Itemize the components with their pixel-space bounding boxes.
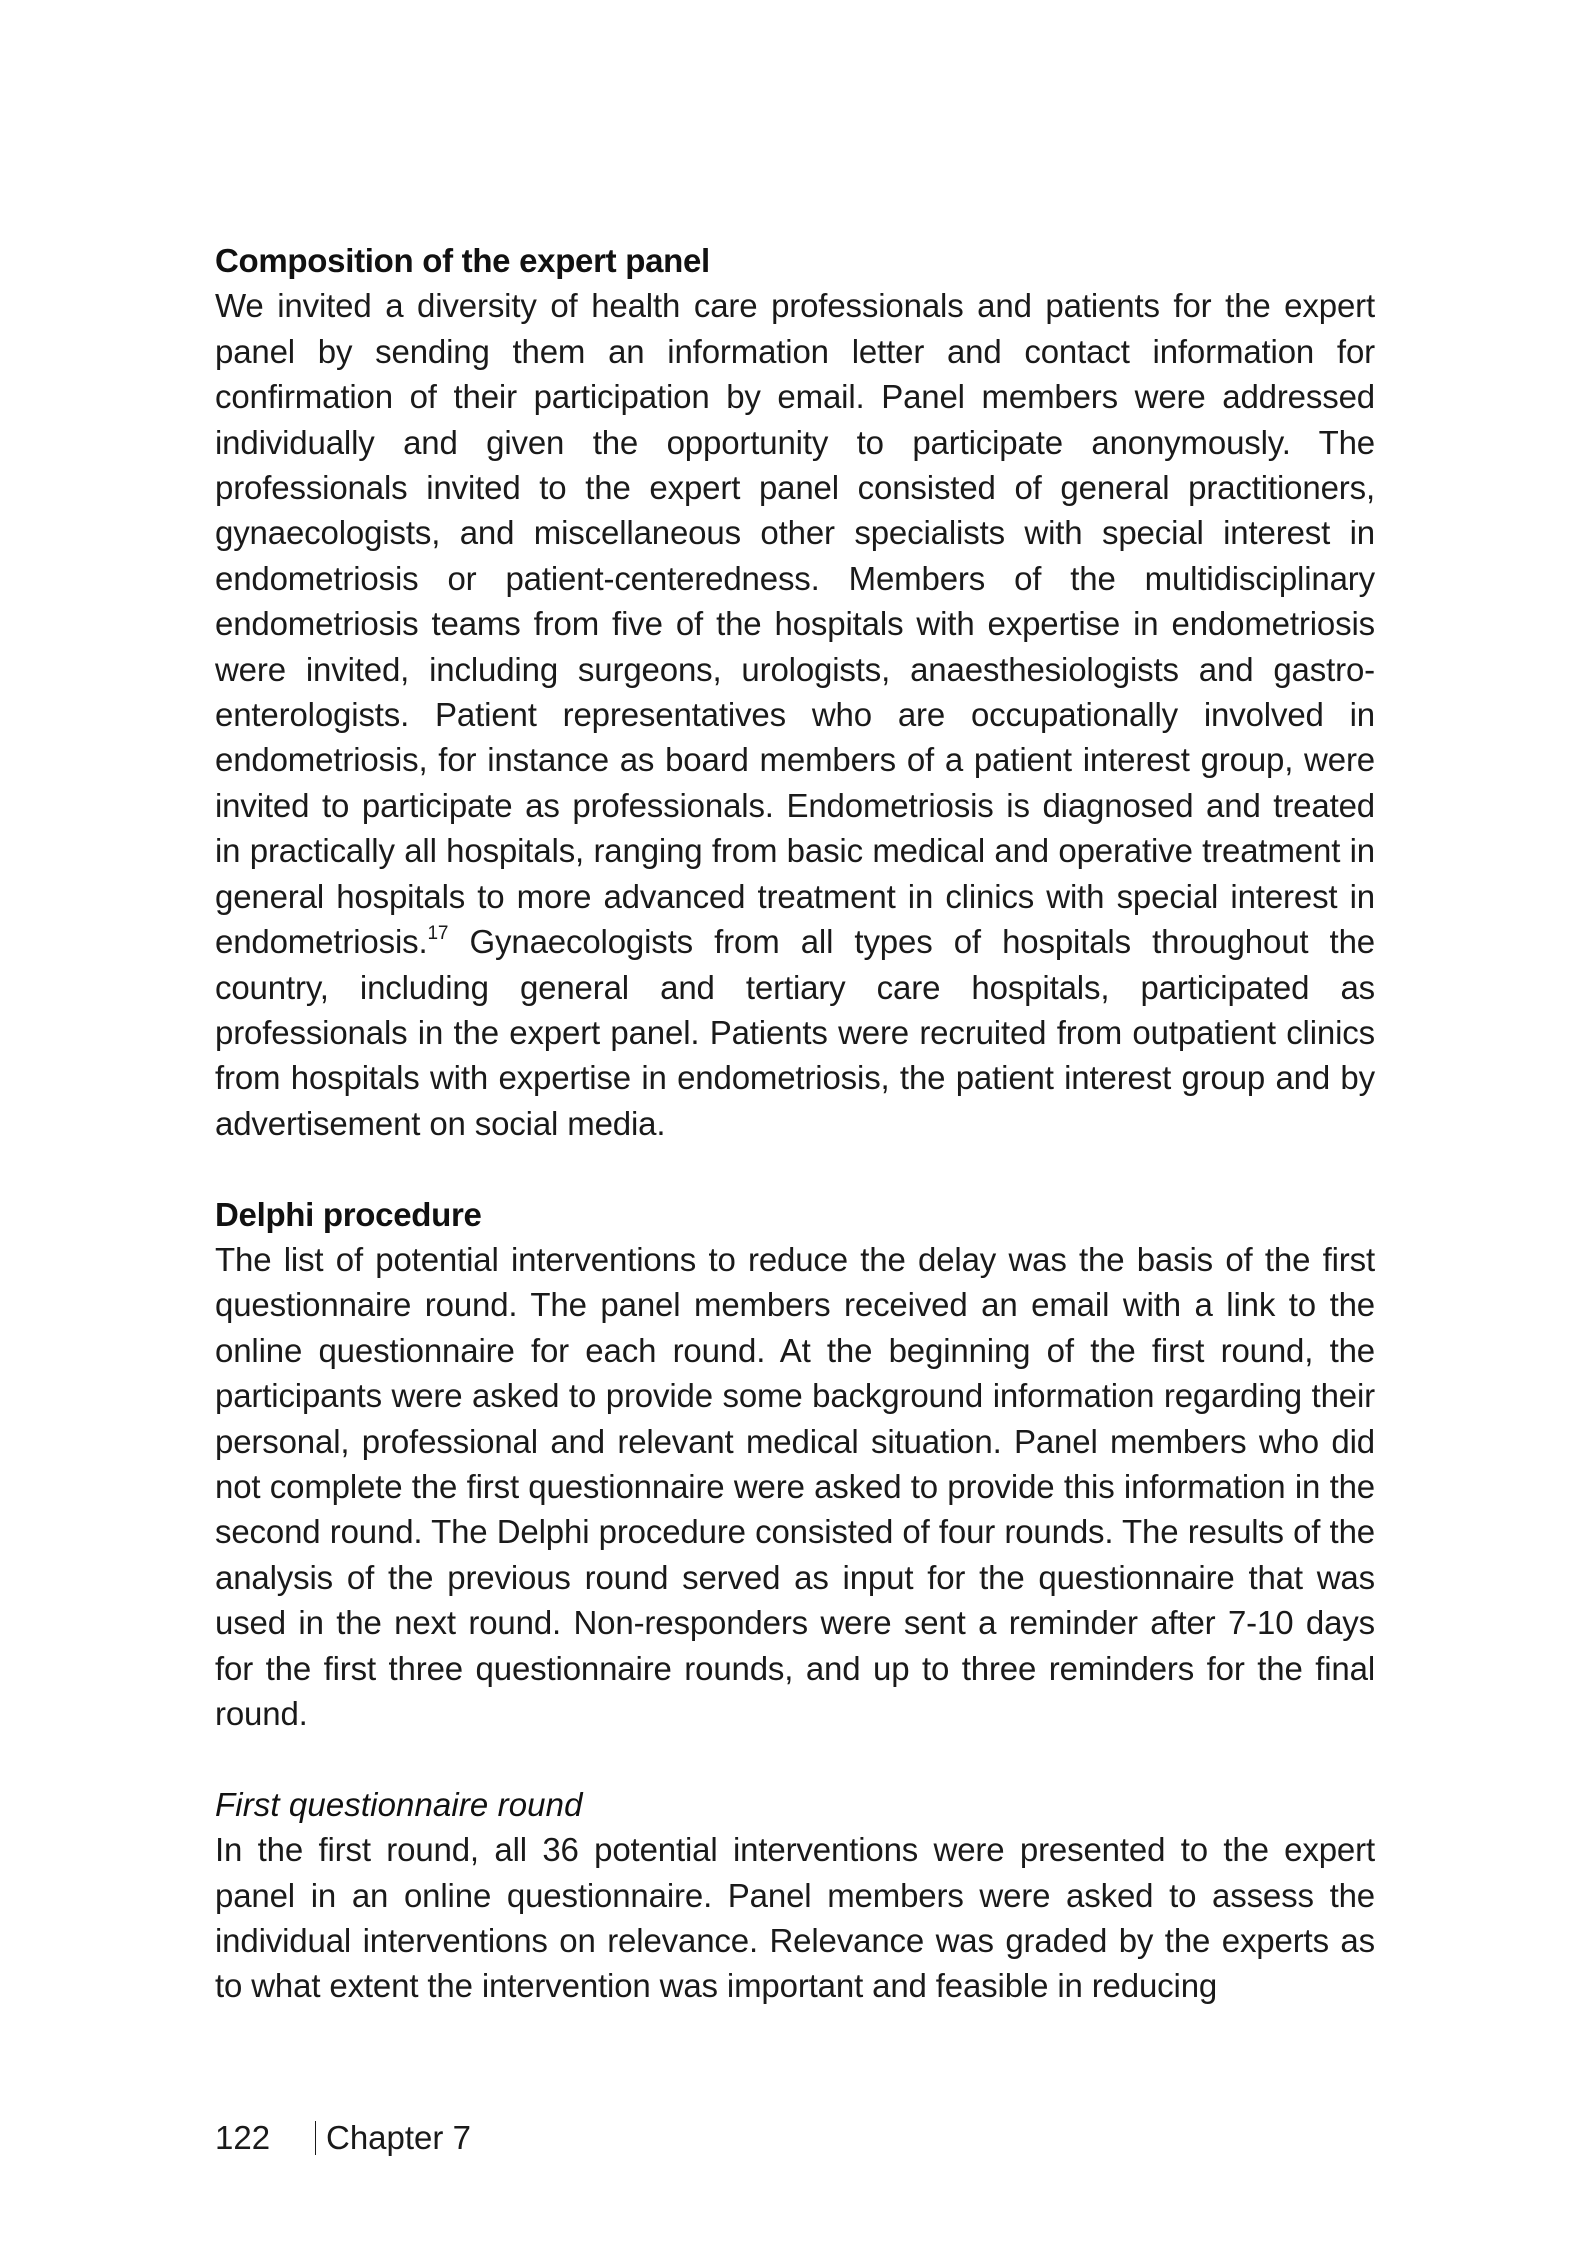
chapter-label: Chapter 7 bbox=[326, 2119, 471, 2156]
page-body bbox=[215, 238, 1375, 2054]
reference-superscript: 17 bbox=[427, 923, 449, 945]
page-footer bbox=[215, 2115, 471, 2160]
section-composition bbox=[215, 238, 1375, 1146]
section-heading: Composition of the expert panel bbox=[215, 242, 710, 279]
page-number: 122 bbox=[215, 2119, 271, 2156]
section-heading: Delphi procedure bbox=[215, 1195, 482, 1233]
section-paragraph: In the first round, all 36 potential interventions were presented to the expert panel in an online questionnaire. Panel members were asked to assess the individual interventions on relevance. Relevance was graded by the experts as to what extent the intervention was important and feasible in reducing bbox=[215, 1831, 1375, 2005]
section-first-round bbox=[215, 1782, 1375, 2009]
section-delphi-procedure bbox=[215, 1192, 1375, 1737]
section-paragraph: The list of potential interventions to reduce the delay was the basis of the first questionnaire round. The panel members received an email with a link to the online questionnaire for each round. At the beginning of the first round, the participants were asked to provide some background information regarding their personal, professional and relevant medical situation. Panel members who did not complete the first questionnaire were asked to provide this information in the second round. The Delphi procedure consisted of four rounds. The results of the analysis of the previous round served as input for the questionnaire that was used in the next round. Non-responders were sent a reminder after 7-10 days for the first three questionnaire rounds, and up to three reminders for the final round. bbox=[215, 1240, 1375, 1732]
subsection-heading: First questionnaire round bbox=[215, 1785, 583, 1823]
paragraph-text: We invited a diversity of health care professionals and patients for the expert panel by sending them an information letter and contact information for confirmation of their participation by email. Panel members were addressed individually and given the opportunity to participate anonymously. The professionals invited to the expert panel consisted of general practitioners, gynaecologists, and miscellaneous other specialists with special interest in endometriosis or patient-centeredness. Members of the multidisciplinary endometriosis teams from five of the hospitals with expertise in endometriosis were invited, including surgeons, urologists, anaesthesiologists and gastro-enterologists. Patient representatives who are occupationally involved in endometriosis, for instance as board members of a patient interest group, were invited to participate as professionals. Endometriosis is diagnosed and treated in practically all hospitals, ranging from basic medical and operative treatment in general hospitals to more advanced treatment in clinics with special interest in endometriosis. bbox=[215, 287, 1375, 961]
paragraph-text-continued: Gynaecologists from all types of hospitals throughout the country, including general and tertiary care hospitals, participated as professionals in the expert panel. Patients were recruited from outpatient clinics from hospitals with expertise in endometriosis, the patient interest group and by advertisement on social media. bbox=[215, 923, 1375, 1142]
footer-separator bbox=[315, 2121, 316, 2155]
section-paragraph bbox=[215, 283, 1375, 1146]
